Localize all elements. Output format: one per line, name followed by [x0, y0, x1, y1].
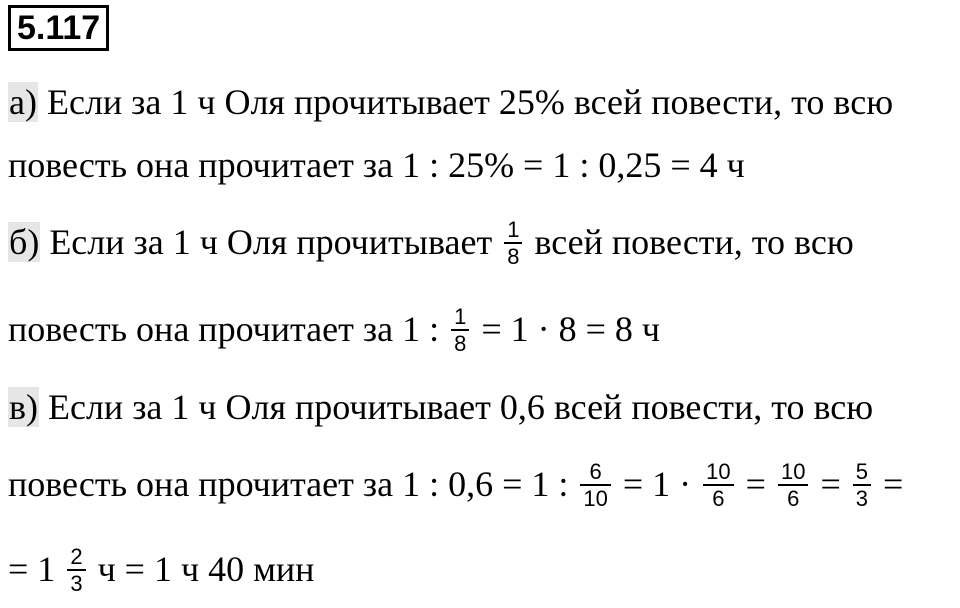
part-b-text-2-pre: повесть она прочитает за 1 : — [8, 308, 449, 349]
fraction-numerator: 1 — [454, 304, 467, 329]
part-c-text-1: Если за 1 ч Оля прочитывает 0,6 всей повести, то всю — [39, 387, 874, 427]
fraction-five-thirds — [853, 460, 871, 511]
part-c-line-2 — [8, 459, 904, 513]
part-a-line-1 — [8, 82, 893, 122]
fraction-denominator: 8 — [451, 329, 469, 356]
part-b-text-2-post: = 1 · 8 = 8 ч — [472, 308, 661, 349]
part-b-text-1-post: всей повести, то всю — [525, 221, 854, 262]
problem-number: 5.117 — [8, 5, 109, 51]
part-c-marker: в) — [9, 387, 38, 427]
fraction-denominator: 6 — [778, 484, 808, 511]
fraction-denominator: 6 — [703, 484, 733, 511]
part-c-text-2-pre: повесть она прочитает за 1 : 0,6 = 1 : — [8, 463, 578, 504]
fraction-two-thirds — [67, 545, 85, 596]
fraction-ten-sixths — [703, 460, 733, 511]
fraction-numerator: 6 — [589, 459, 602, 484]
fraction-denominator: 8 — [504, 242, 522, 269]
part-c-line-3 — [8, 544, 315, 598]
part-b-marker: б) — [9, 221, 40, 262]
fraction-numerator: 5 — [855, 459, 868, 484]
part-a-text-2: повесть она прочитает за 1 : 25% = 1 : 0,25 = 4 ч — [8, 145, 745, 185]
fraction-denominator: 10 — [580, 484, 610, 511]
fraction-numerator: 10 — [706, 459, 731, 484]
part-b-text-1-pre: Если за 1 ч Оля прочитывает — [40, 221, 502, 262]
part-c-text-2-mid2: = — [736, 463, 775, 504]
fraction-numerator: 1 — [507, 217, 520, 242]
fraction-one-eighth-2 — [451, 305, 469, 356]
part-a-line-2 — [8, 145, 745, 185]
part-c-text-3-pre: = 1 — [8, 548, 65, 589]
part-b-line-1 — [8, 217, 854, 271]
part-a-text-1: Если за 1 ч Оля прочитывает 25% всей повести, то всю — [37, 82, 894, 122]
part-c-text-3-post: ч = 1 ч 40 мин — [88, 548, 315, 589]
fraction-numerator: 2 — [70, 544, 83, 569]
fraction-ten-sixths-2 — [778, 460, 808, 511]
part-b-line-2 — [8, 304, 661, 358]
part-c-text-2-mid3: = — [811, 463, 850, 504]
fraction-denominator: 3 — [853, 484, 871, 511]
part-c-text-2-post: = — [874, 463, 904, 504]
fraction-denominator: 3 — [67, 569, 85, 596]
fraction-one-eighth — [504, 218, 522, 269]
part-c-text-2-mid1: = 1 · — [613, 463, 701, 504]
fraction-numerator: 10 — [780, 459, 806, 484]
fraction-six-tenths — [580, 460, 610, 511]
part-c-line-1 — [8, 387, 873, 427]
part-a-marker: а) — [9, 82, 37, 122]
